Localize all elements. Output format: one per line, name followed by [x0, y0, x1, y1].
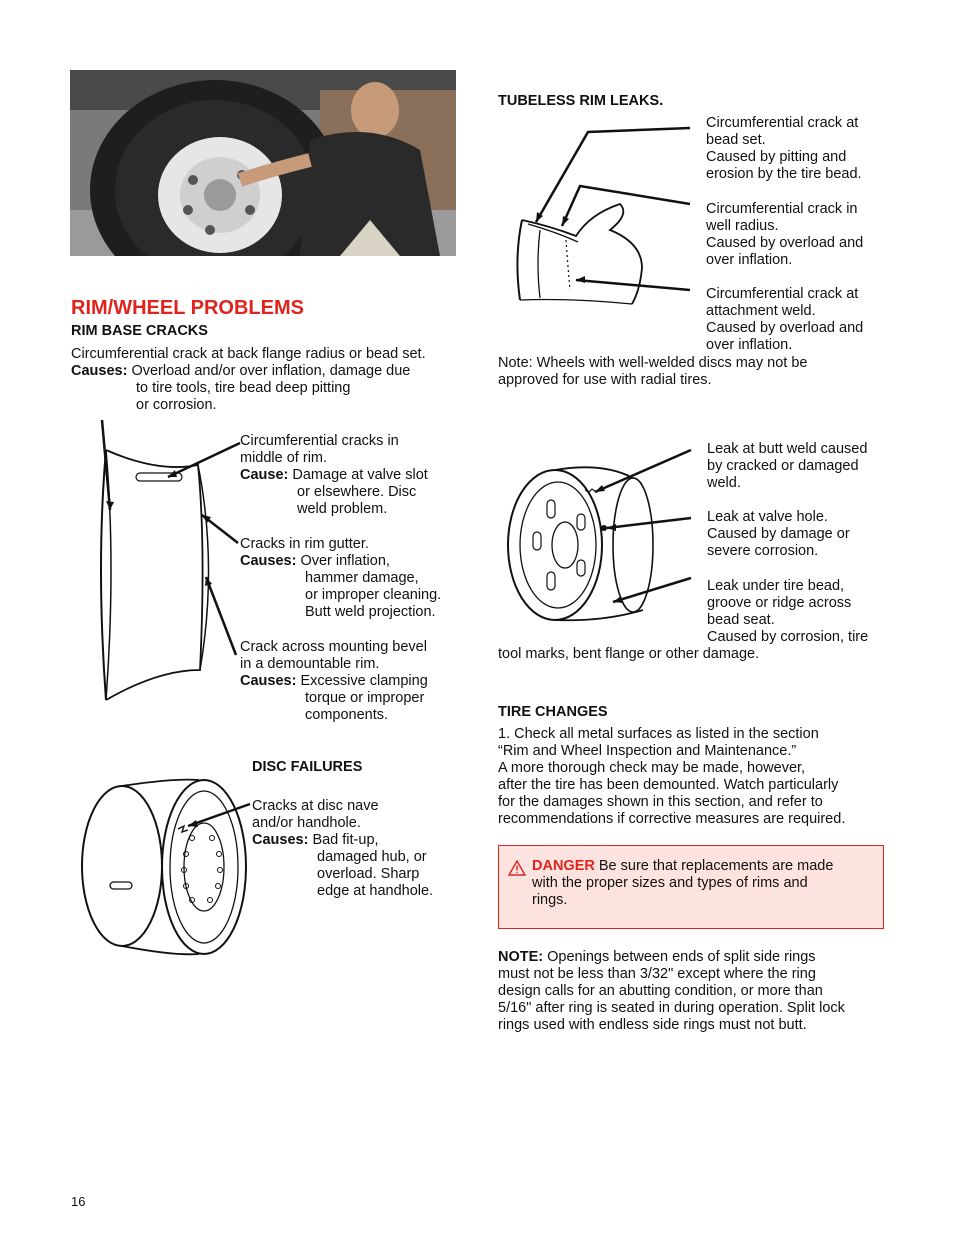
leak-wheel-drawing [503, 442, 695, 624]
rim-base-intro: Circumferential crack at back flange radius or bead set. [71, 346, 426, 362]
disc-wheel-diagram [74, 774, 254, 959]
tubeless-heading: TUBELESS RIM LEAKS. [498, 93, 664, 109]
tubeless-note: Note: Wheels with well-welded discs may not be approved for use with radial tires. [498, 355, 808, 388]
rim-callout-mounting-bevel: Crack across mounting bevel in a demountable rim. Causes: Excessive clamping torque or improper components. [240, 639, 428, 723]
leak-callout-valve-hole: Leak at valve hole. Caused by damage or severe corrosion. [707, 509, 850, 559]
rim-callout-gutter: Cracks in rim gutter. Causes: Over inflation, hammer damage, or improper cleaning. Butt weld projection. [240, 536, 442, 620]
tubeless-callout-attachment-weld: Circumferential crack at attachment weld. Caused by overload and over inflation. [706, 286, 864, 353]
tubeless-rim-diagram [510, 118, 695, 308]
disc-failures-heading: DISC FAILURES [252, 759, 363, 775]
warning-triangle-icon [508, 860, 526, 876]
tire-changes-text: 1. Check all metal surfaces as listed in the section “Rim and Wheel Inspection and Maintenance.” A more thorough check may be made, however, after the tire has been demounted. Watch particularly for the damages shown in this section, and refer to recommendations if corrective measures are required. [498, 726, 846, 827]
page-number: 16 [71, 1194, 86, 1209]
rim-base-cracks-text [71, 346, 461, 414]
rim-base-causes-line3: or corrosion. [136, 397, 217, 413]
photo-illustration [70, 70, 456, 256]
leak-callout-tire-bead-last: tool marks, bent flange or other damage. [498, 646, 760, 662]
rim-base-causes-line2: to tire tools, tire bead deep pitting [136, 380, 351, 396]
disc-wheel-drawing [74, 774, 254, 959]
danger-box: DANGER Be sure that replacements are made with the proper sizes and types of rims and rings. [498, 845, 884, 929]
disc-failures-callout: Cracks at disc nave and/or handhole. Causes: Bad fit-up, damaged hub, or overload. Sharp edge at handhole. [252, 798, 434, 899]
leak-wheel-diagram [503, 442, 695, 624]
leak-callout-butt-weld: Leak at butt weld caused by cracked or damaged weld. [707, 441, 868, 491]
rim-crack-diagram [88, 415, 248, 725]
danger-keyword: DANGER [532, 858, 595, 874]
photo-tire-inspection [70, 70, 456, 256]
tubeless-callout-bead-set: Circumferential crack at bead set. Caused by pitting and erosion by the tire bead. [706, 115, 862, 182]
section-title: RIM/WHEEL PROBLEMS [71, 297, 304, 319]
tubeless-rim-drawing [510, 118, 695, 308]
leak-callout-tire-bead: Leak under tire bead, groove or ridge across bead seat. Caused by corrosion, tire [707, 578, 869, 645]
note-text: NOTE: Openings between ends of split side rings must not be less than 3/32" except where the ring design calls for an abutting condition, or more than 5/16" after ring is seated in during operation. Split lock rings used with endless side rings must not butt. [498, 949, 845, 1033]
rim-base-causes-line1: Causes: Overload and/or over inflation, damage due [71, 363, 411, 379]
tire-changes-heading: TIRE CHANGES [498, 704, 608, 720]
rim-base-cracks-heading: RIM BASE CRACKS [71, 323, 208, 339]
rim-crack-drawing [88, 415, 248, 725]
tubeless-callout-well-radius: Circumferential crack in well radius. Caused by overload and over inflation. [706, 201, 864, 268]
rim-callout-valve-slot: Circumferential cracks in middle of rim. Cause: Damage at valve slot or elsewhere. Disc weld problem. [240, 433, 428, 517]
